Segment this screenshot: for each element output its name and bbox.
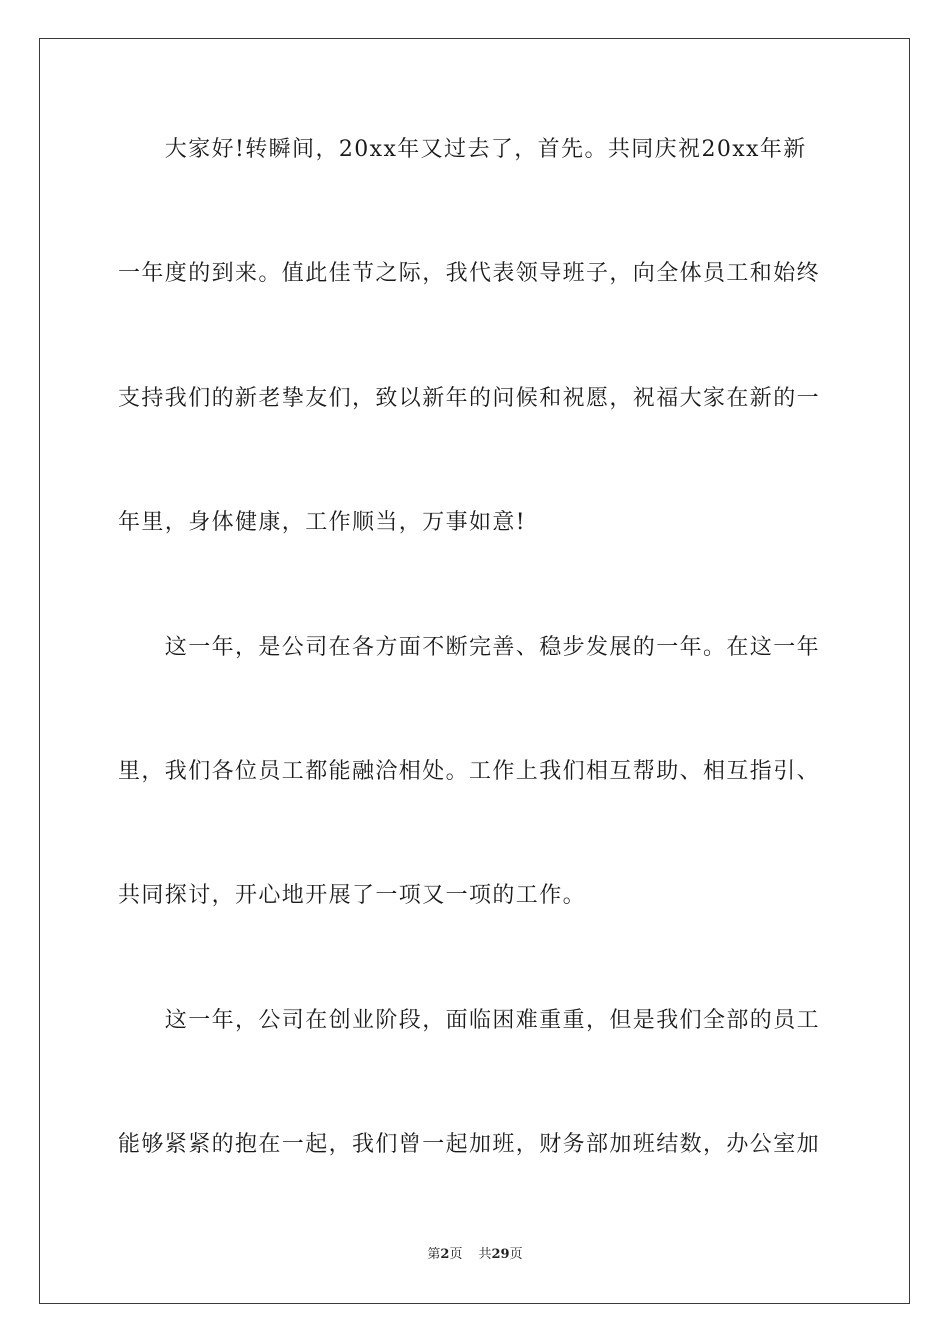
text-line-6: 里，我们各位员工都能融洽相处。工作上我们相互帮助、相互指引、 [118,759,821,784]
page-frame [39,38,910,1304]
text-line-4: 年里，身体健康，工作顺当，万事如意! [118,510,527,535]
text-line-7: 共同探讨，开心地开展了一项又一项的工作。 [118,883,587,908]
total-prefix: 共 [478,1247,492,1262]
text-line-9: 能够紧紧的抱在一起，我们曾一起加班，财务部加班结数，办公室加 [118,1132,821,1157]
text-line-2: 一年度的到来。值此佳节之际，我代表领导班子，向全体员工和始终 [118,261,821,286]
total-pages: 29 [491,1247,510,1262]
text-line-5: 这一年，是公司在各方面不断完善、稳步发展的一年。在这一年 [118,635,821,660]
page-number: 2 [440,1247,450,1262]
page-suffix: 页 [449,1247,463,1262]
text-line-1: 大家好!转瞬间，20xx年又过去了，首先。共同庆祝20xx年新 [118,137,807,162]
page-footer [0,1247,950,1263]
page-prefix: 第 [427,1247,441,1262]
text-line-3: 支持我们的新老挚友们，致以新年的问候和祝愿，祝福大家在新的一 [118,386,821,411]
total-suffix: 页 [509,1247,523,1262]
text-line-8: 这一年，公司在创业阶段，面临困难重重，但是我们全部的员工 [118,1008,821,1033]
